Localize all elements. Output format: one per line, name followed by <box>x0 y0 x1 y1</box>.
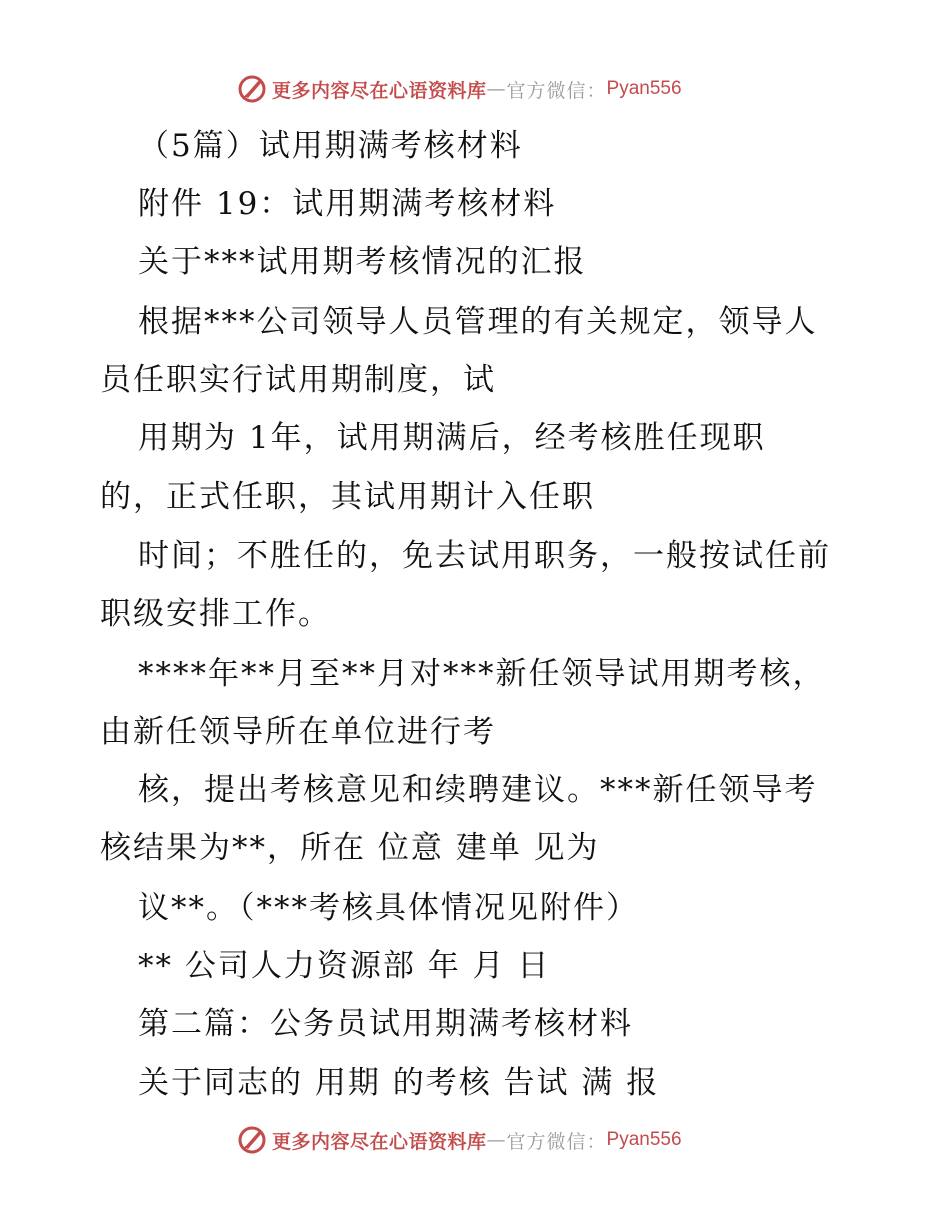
body-line: 根据***公司领导人员管理的有关规定，领导人 <box>138 304 818 340</box>
body-line: 关于同志的 用期 的考核 告试 满 报 <box>138 1065 660 1101</box>
attachment-heading: 附件 19：试用期满考核材料 <box>138 186 557 222</box>
watermark-official-text: 官方微信： <box>506 1130 607 1153</box>
document-title: （5篇）试用期满考核材料 <box>138 128 523 164</box>
watermark-official-text: 官方微信： <box>506 79 607 102</box>
footer-watermark <box>237 1123 682 1157</box>
body-line: 职级安排工作。 <box>100 596 331 632</box>
body-line: ****年**月至**月对***新任领导试用期考核， <box>138 656 826 692</box>
header-watermark <box>237 72 682 106</box>
watermark-dash: — <box>486 1129 507 1151</box>
section-heading: 第二篇：公务员试用期满考核材料 <box>138 1006 633 1042</box>
quill-pen-logo-icon <box>237 74 267 104</box>
signature-line: ** 公司人力资源部 年 月 日 <box>138 948 551 984</box>
body-line: 用期为 1年，试用期满后，经考核胜任现职 <box>138 420 766 456</box>
body-line: 由新任领导所在单位进行考 <box>100 714 496 750</box>
body-line: 的，正式任职，其试用期计入任职 <box>100 479 595 515</box>
body-line: 核结果为**，所在 位意 建单 见为 <box>100 830 600 866</box>
report-heading: 关于***试用期考核情况的汇报 <box>138 244 587 280</box>
body-line: 核，提出考核意见和续聘建议。***新任领导考 <box>138 772 818 808</box>
watermark-wechat-id: Pyan556 <box>606 78 682 99</box>
quill-pen-logo-icon <box>237 1125 267 1155</box>
watermark-site-text: 更多内容尽在心语资料库 <box>272 79 487 102</box>
body-line: 时间；不胜任的，免去试用职务，一般按试任前 <box>138 538 831 574</box>
watermark-site-text: 更多内容尽在心语资料库 <box>272 1130 487 1153</box>
watermark-wechat-id: Pyan556 <box>606 1129 682 1150</box>
watermark-dash: — <box>486 78 507 100</box>
body-line: 议**。（***考核具体情况见附件） <box>138 890 639 926</box>
body-line: 员任职实行试用期制度，试 <box>100 362 496 398</box>
